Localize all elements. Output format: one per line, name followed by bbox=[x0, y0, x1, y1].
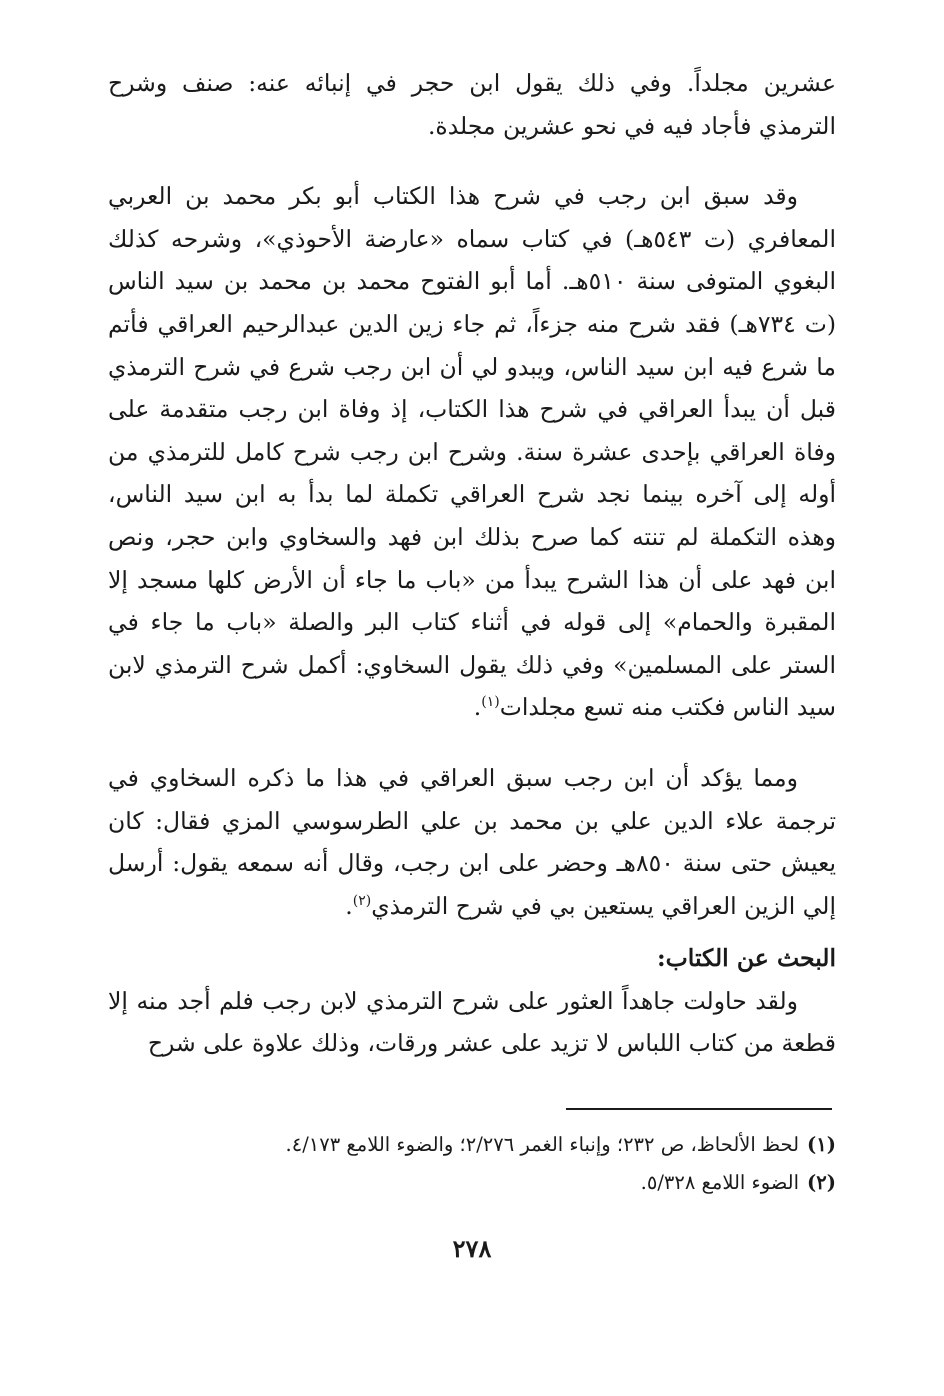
footnote-ref-2[interactable]: (٢) bbox=[352, 892, 372, 909]
footnote-1 bbox=[108, 1126, 836, 1164]
footnotes bbox=[108, 1126, 836, 1202]
paragraph-1-text: عشرين مجلداً. وفي ذلك يقول ابن حجر في إنبائه عنه: صنف وشرح الترمذي فأجاد فيه في نحو عشرين مجلدة. bbox=[108, 69, 836, 140]
paragraph-2: وقد سبق ابن رجب في شرح هذا الكتاب أبو بكر محمد بن العربي المعافري (ت ٥٤٣هـ) في كتاب سماه «عارضة الأحوذي»، وشرحه كذلك البغوي المتوفى سنة ٥١٠هـ. أما أبو الفتوح محمد بن محمد بن سيد الناس (ت ٧٣٤هـ) فقد شرح منه جزءاً، ثم جاء زين الدين عبدالرحيم العراقي فأتم ما شرع فيه ابن سيد الناس، ويبدو لي أن ابن رجب شرع في شرح الترمذي قبل أن يبدأ العراقي في شرح هذا الكتاب، إذ وفاة ابن رجب متقدمة على وفاة العراقي بإحدى عشرة سنة. وشرح ابن رجب شرح كامل للترمذي من أوله إلى آخره بينما نجد شرح العراقي تكملة لما بدأ به ابن سيد الناس، وهذه التكملة لم تنته كما صرح بذلك ابن فهد والسخاوي وابن حجر، ونص ابن فهد على أن هذا الشرح يبدأ من «باب ما جاء أن الأرض كلها مسجد إلا المقبرة والحمام» إلى قوله في أثناء كتاب البر والصلة «باب ما جاء في الستر على المسلمين» وفي ذلك يقول السخاوي: أكمل شرح الترمذي لابن سيد الناس فكتب منه تسع مجلدات$^{(١)}$. bbox=[108, 182, 837, 722]
paragraph-2-text: وقد سبق ابن رجب في شرح هذا الكتاب أبو بكر محمد بن العربي المعافري (ت ٥٤٣هـ) في كتاب سماه «عارضة الأحوذي»، وشرحه كذلك البغوي المتوفى سنة ٥١٠هـ. أما أبو الفتوح محمد بن محمد بن سيد الناس (ت ٧٣٤هـ) فقد شرح منه جزءاً، ثم جاء زين الدين عبدالرحيم العراقي فأتم ما شرع فيه ابن سيد الناس، ويبدو لي أن ابن رجب شرع في شرح الترمذي قبل أن يبدأ العراقي في شرح هذا الكتاب، إذ وفاة ابن رجب متقدمة على وفاة العراقي بإحدى عشرة سنة. وشرح ابن رجب شرح كامل للترمذي من أوله إلى آخره بينما نجد شرح العراقي تكملة لما بدأ به ابن سيد الناس، وهذه التكملة لم تنته كما صرح بذلك ابن فهد والسخاوي وابن حجر، ونص ابن فهد على أن هذا الشرح يبدأ من «باب ما جاء أن الأرض كلها مسجد إلا المقبرة والحمام» إلى قوله في أثناء كتاب البر والصلة «باب ما جاء في الستر على المسلمين» وفي ذلك يقول السخاوي: أكمل شرح الترمذي لابن سيد الناس فكتب منه تسع مجلدات bbox=[108, 182, 837, 722]
main-text bbox=[108, 62, 836, 1065]
footnote-2 bbox=[108, 1164, 836, 1202]
page-number: ٢٧٨ bbox=[452, 1234, 492, 1263]
footnote-2-number: (٢) bbox=[807, 1171, 836, 1194]
footnote-1-text: لحظ الألحاظ، ص ٢٣٢؛ وإنباء الغمر ٢/٢٧٦؛ والضوء اللامع ٤/١٧٣. bbox=[285, 1133, 800, 1156]
footnote-divider bbox=[566, 1108, 832, 1110]
footnote-1-number: (١) bbox=[807, 1133, 836, 1156]
paragraph-4-text: ولقد حاولت جاهداً العثور على شرح الترمذي لابن رجب فلم أجد منه إلا قطعة من كتاب اللباس لا تزيد على عشر ورقات، وذلك علاوة على شرح bbox=[108, 986, 836, 1058]
paragraph-3-text: ومما يؤكد أن ابن رجب سبق العراقي في هذا ما ذكره السخاوي في ترجمة علاء الدين علي بن محمد بن علي الطرسوسي المزي فقال: كان يعيش حتى سنة ٨٥٠هـ وحضر على ابن رجب، وقال أنه سمعه يقول: أرسل إلي الزين العراقي يستعين بي في شرح الترمذي bbox=[108, 763, 836, 920]
paragraph-1 bbox=[108, 62, 836, 147]
footnote-2-text: الضوء اللامع ٥/٣٢٨. bbox=[640, 1171, 800, 1194]
section-heading: البحث عن الكتاب: bbox=[656, 944, 836, 973]
paragraph-4 bbox=[108, 980, 836, 1065]
paragraph-3: ومما يؤكد أن ابن رجب سبق العراقي في هذا ما ذكره السخاوي في ترجمة علاء الدين علي بن محمد بن علي الطرسوسي المزي فقال: كان يعيش حتى سنة ٨٥٠هـ وحضر على ابن رجب، وقال أنه سمعه يقول: أرسل إلي الزين العراقي يستعين بي في شرح الترمذي$^{(٢)}$. bbox=[108, 763, 836, 920]
footnote-ref-1[interactable]: (١) bbox=[481, 694, 500, 711]
